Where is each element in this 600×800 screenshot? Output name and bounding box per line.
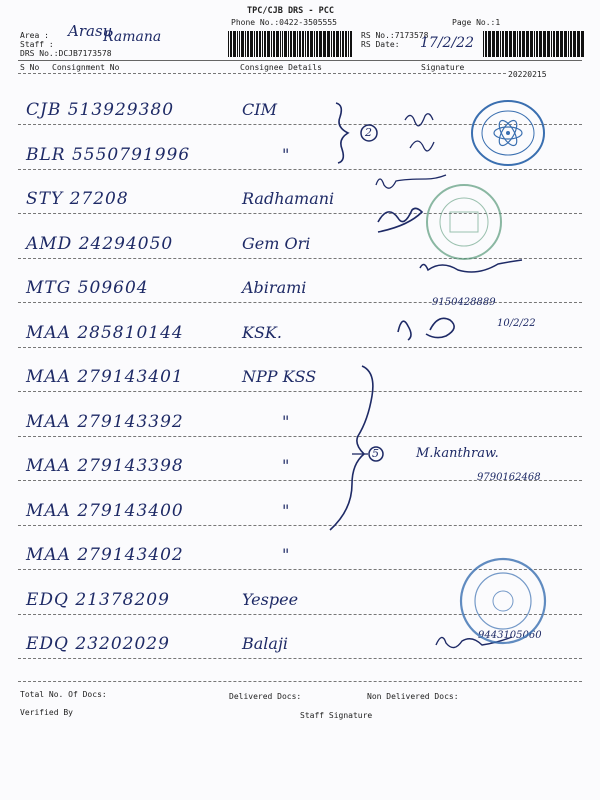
area-value: Arasu xyxy=(68,22,113,40)
consignment-number: MTG 509604 xyxy=(26,278,149,298)
consignment-number: AMD 24294050 xyxy=(26,234,174,254)
consignee-name: Balaji xyxy=(242,634,289,653)
group2-count: 5 xyxy=(372,447,379,460)
consignment-number: EDQ 21378209 xyxy=(26,590,170,610)
drs-number: DRS No.:DCJB7173578 xyxy=(20,49,112,58)
consignee-name: CIM xyxy=(242,100,277,119)
consignee-name: " xyxy=(282,501,290,520)
consignment-number: MAA 279143401 xyxy=(26,367,184,387)
col-sno: S No xyxy=(20,63,40,72)
document-title: TPC/CJB DRS - PCC xyxy=(247,6,334,16)
col-signature: Signature xyxy=(421,63,465,72)
consignee-name: " xyxy=(282,456,290,475)
consignment-number: MAA 279143400 xyxy=(26,501,184,521)
area-label: Area : xyxy=(20,31,49,40)
consignment-number: MAA 279143392 xyxy=(26,412,184,432)
print-code: 20220215 xyxy=(508,70,547,79)
company-stamp-yespee xyxy=(458,556,548,646)
consignee-name: " xyxy=(282,145,290,164)
consignment-number: MAA 279143398 xyxy=(26,456,184,476)
consignee-name: Gem Ori xyxy=(242,234,311,253)
rs-number: RS No.:7173578 xyxy=(361,31,429,40)
verified-by-label: Verified By xyxy=(20,708,73,717)
staff-value: Ramana xyxy=(103,29,162,45)
consignee-name: " xyxy=(282,412,290,431)
consignee-name: " xyxy=(282,545,290,564)
page-number: Page No.:1 xyxy=(452,18,501,27)
group1-count: 2 xyxy=(365,126,372,139)
non-delivered-docs-label: Non Delivered Docs: xyxy=(367,692,459,701)
delivered-docs-label: Delivered Docs: xyxy=(229,692,302,701)
consignment-number: BLR 5550791996 xyxy=(26,145,191,165)
rs-date-label: RS Date: xyxy=(361,40,400,49)
total-docs-label: Total No. Of Docs: xyxy=(20,690,107,699)
consignee-name: Yespee xyxy=(242,590,299,609)
company-stamp-green xyxy=(424,182,504,262)
consignment-number: STY 27208 xyxy=(26,189,129,209)
phone-number: Phone No.:0422-3505555 xyxy=(231,18,337,27)
consignment-number: EDQ 23202029 xyxy=(26,634,170,654)
receiver-phone-3: 9443105060 xyxy=(478,630,542,641)
receiver-phone-2: 9790162468 xyxy=(477,472,541,483)
col-consignment: Consignment No xyxy=(52,63,120,72)
staff-signature-label: Staff Signature xyxy=(300,711,373,720)
receiver-phone-1: 9150428889 xyxy=(432,297,496,308)
consignment-number: MAA 285810144 xyxy=(26,323,184,343)
receiver-name: M.kanthraw. xyxy=(416,446,499,461)
footer-divider xyxy=(18,681,582,682)
rs-date-value: 17/2/22 xyxy=(420,35,474,51)
company-stamp-cim xyxy=(468,98,548,168)
col-consignee: Consignee Details xyxy=(240,63,322,72)
consignment-number: CJB 513929380 xyxy=(26,100,175,120)
consignee-name: Radhamani xyxy=(242,189,335,208)
receiver-date: 10/2/22 xyxy=(497,318,536,329)
consignee-name: NPP KSS xyxy=(242,367,317,386)
staff-label: Staff : xyxy=(20,40,54,49)
consignee-name: KSK. xyxy=(242,323,282,342)
consignment-number: MAA 279143402 xyxy=(26,545,184,565)
consignee-name: Abirami xyxy=(242,278,307,297)
